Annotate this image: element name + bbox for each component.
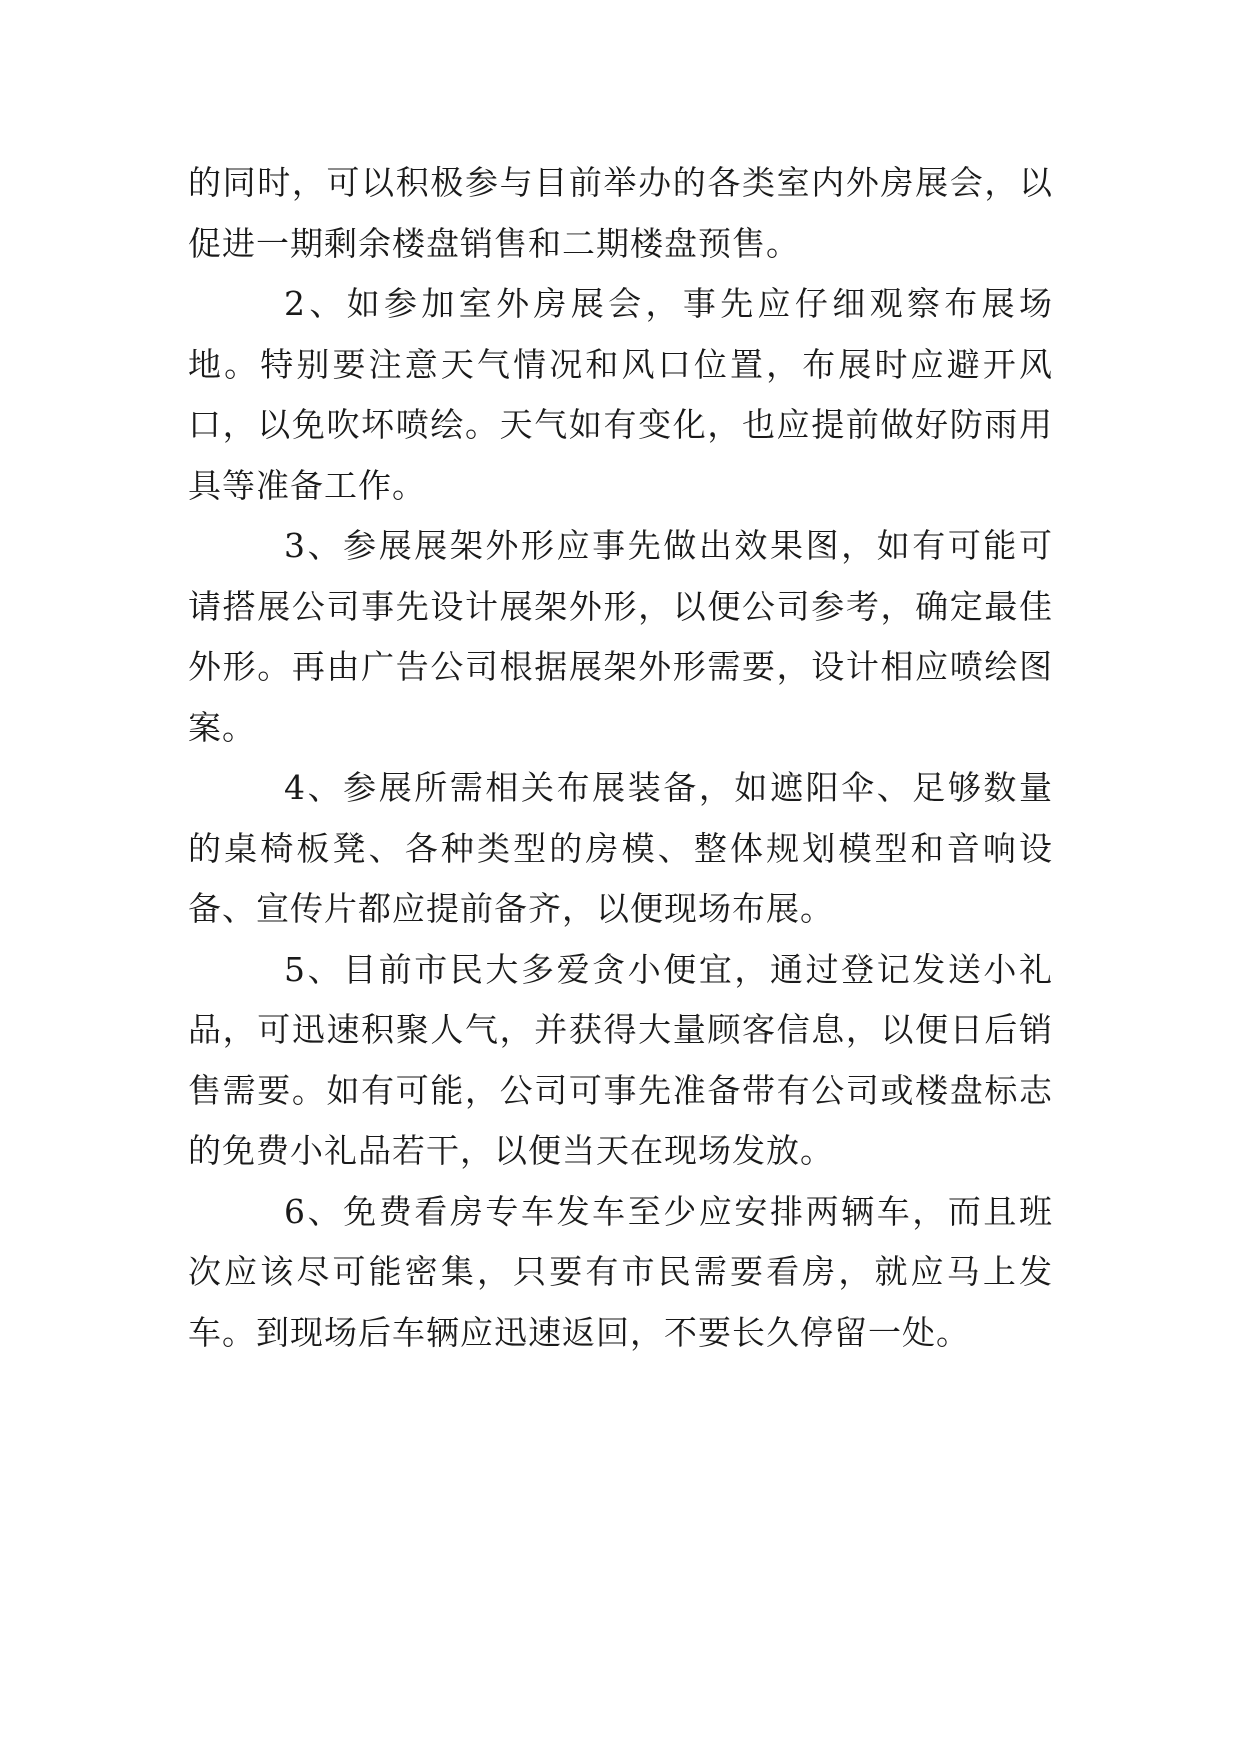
paragraph-item-3: 3、参展展架外形应事先做出效果图，如有可能可请搭展公司事先设计展架外形，以便公司参考，确定最佳外形。再由广告公司根据展架外形需要，设计相应喷绘图案。 bbox=[188, 526, 1053, 747]
paragraph-item-5: 5、目前市民大多爱贪小便宜，通过登记发送小礼品，可迅速积聚人气，并获得大量顾客信息，以便日后销售需要。如有可能，公司可事先准备带有公司或楼盘标志的免费小礼品若干，以便当天在现场发放。 bbox=[188, 949, 1053, 1170]
paragraph-continuation: 的同时，可以积极参与目前举办的各类室内外房展会，以促进一期剩余楼盘销售和二期楼盘预售。 bbox=[188, 163, 1053, 263]
paragraph-item-4: 4、参展所需相关布展装备，如遮阳伞、足够数量的桌椅板凳、各种类型的房模、整体规划模型和音响设备、宣传片都应提前备齐，以便现场布展。 bbox=[188, 768, 1053, 928]
paragraph-item-2: 2、如参加室外房展会，事先应仔细观察布展场地。特别要注意天气情况和风口位置，布展时应避开风口，以免吹坏喷绘。天气如有变化，也应提前做好防雨用具等准备工作。 bbox=[188, 284, 1053, 505]
paragraph-item-6: 6、免费看房专车发车至少应安排两辆车，而且班次应该尽可能密集，只要有市民需要看房，就应马上发车。到现场后车辆应迅速返回，不要长久停留一处。 bbox=[188, 1191, 1053, 1352]
document-body bbox=[188, 153, 1053, 1363]
